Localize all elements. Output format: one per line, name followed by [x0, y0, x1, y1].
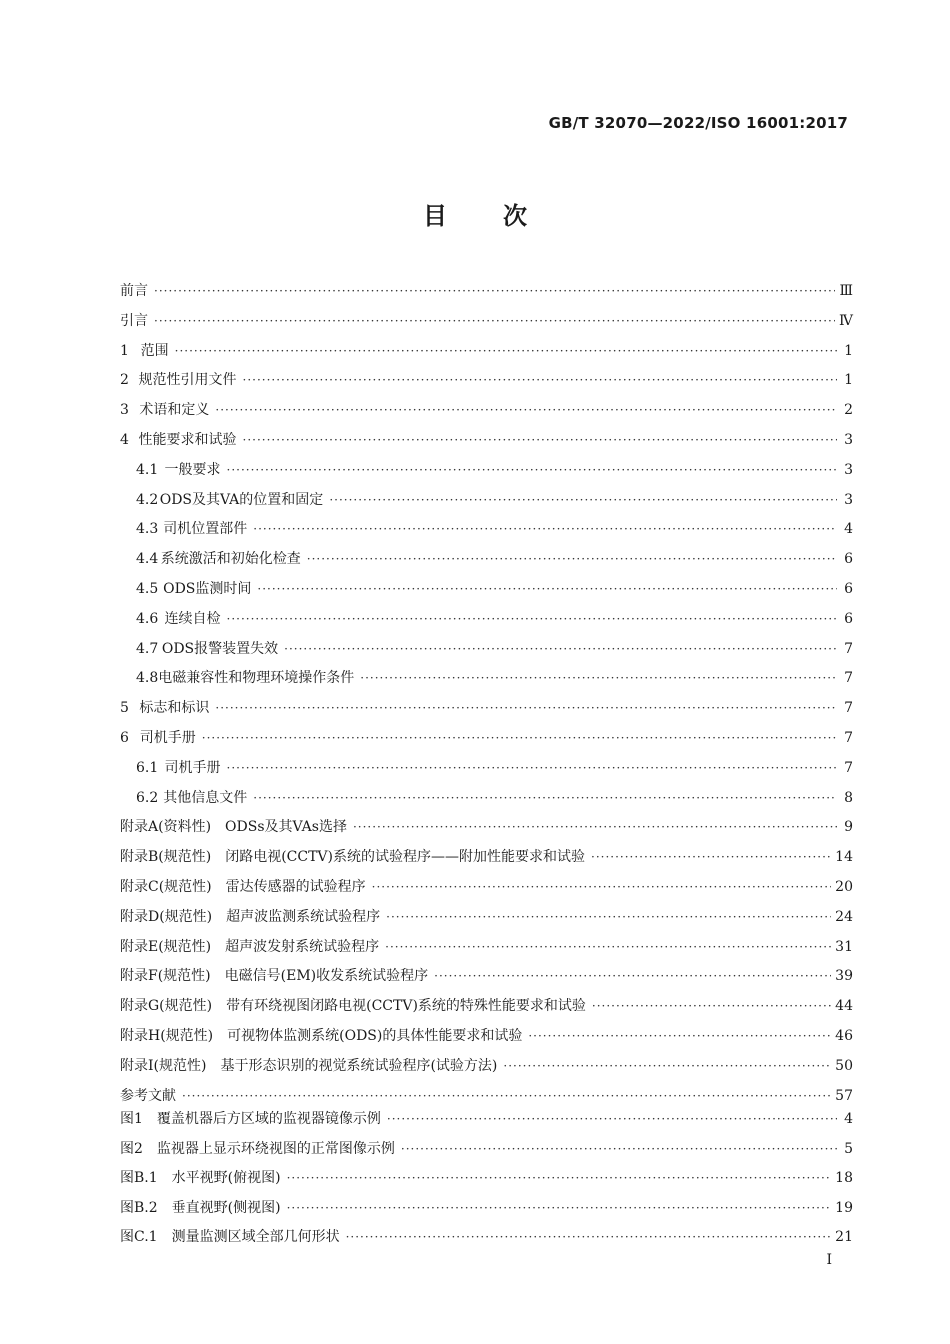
toc-number: 6.1 — [136, 759, 159, 776]
toc-label: 附录E(规范性) 超声波发射系统试验程序 — [120, 938, 380, 955]
toc-page: 14 — [835, 849, 853, 866]
toc-row[interactable] — [120, 426, 853, 456]
dot-leader — [287, 1164, 832, 1194]
toc-row[interactable] — [120, 486, 853, 516]
toc-row[interactable] — [120, 664, 853, 694]
figure-row[interactable] — [120, 1223, 853, 1253]
toc-page: 8 — [844, 789, 853, 806]
toc-number: 4.5 — [136, 580, 159, 597]
toc-page: 9 — [844, 819, 853, 836]
figure-row[interactable] — [120, 1135, 853, 1165]
dot-leader — [202, 724, 837, 754]
toc-number: 2 — [120, 372, 129, 389]
toc-label: 附录B(规范性) 闭路电视(CCTV)系统的试验程序——附加性能要求和试验 — [120, 849, 586, 866]
toc-page: 6 — [844, 610, 853, 627]
table-of-contents — [120, 277, 853, 1111]
figure-label: 监视器上显示环绕视图的正常图像示例 — [156, 1140, 395, 1157]
dot-leader — [307, 545, 837, 575]
figure-number: 图1 — [120, 1111, 143, 1127]
toc-page: 6 — [844, 580, 853, 597]
figure-row[interactable] — [120, 1105, 853, 1135]
toc-row[interactable] — [120, 396, 853, 426]
page-title — [0, 196, 950, 231]
toc-page: 6 — [844, 551, 853, 568]
figure-page: 19 — [835, 1199, 853, 1216]
toc-page: 7 — [844, 700, 853, 717]
toc-label: 一般要求 — [164, 461, 221, 478]
dot-leader — [387, 1105, 837, 1135]
figure-label: 覆盖机器后方区域的监视器镜像示例 — [156, 1111, 381, 1127]
figure-number: 图C.1 — [120, 1229, 158, 1246]
dot-leader — [227, 754, 837, 784]
toc-page: 1 — [844, 342, 853, 359]
toc-number: 4 — [120, 431, 129, 448]
toc-label: 司机位置部件 — [163, 521, 248, 538]
figure-page: 18 — [835, 1170, 853, 1187]
toc-page: 46 — [835, 1027, 853, 1044]
toc-row[interactable] — [120, 307, 853, 337]
toc-label: 术语和定义 — [139, 402, 210, 419]
toc-row[interactable] — [120, 605, 853, 635]
toc-row[interactable] — [120, 456, 853, 486]
figure-number: 图B.1 — [120, 1170, 158, 1187]
dot-leader — [257, 575, 837, 605]
toc-page: 31 — [835, 938, 853, 955]
toc-row[interactable] — [120, 754, 853, 784]
toc-label: ODS及其VA的位置和固定 — [159, 491, 324, 508]
toc-page: 20 — [835, 878, 853, 895]
dot-leader — [284, 635, 837, 665]
toc-page: 7 — [844, 670, 853, 687]
toc-row[interactable] — [120, 724, 853, 754]
toc-label: 标志和标识 — [139, 700, 210, 717]
figure-page: 21 — [835, 1229, 853, 1246]
toc-label: 引言 — [120, 312, 148, 329]
toc-label: 参考文献 — [120, 1087, 176, 1104]
figure-row[interactable] — [120, 1164, 853, 1194]
figure-list — [120, 1105, 853, 1253]
toc-row[interactable] — [120, 962, 853, 992]
dot-leader — [503, 1052, 831, 1082]
toc-number: 4.2 — [136, 491, 159, 508]
toc-label: 电磁兼容性和物理环境操作条件 — [158, 670, 355, 687]
figure-label: 测量监测区域全部几何形状 — [171, 1229, 340, 1246]
toc-number: 4.3 — [136, 521, 159, 538]
dot-leader — [253, 515, 837, 545]
toc-row[interactable] — [120, 843, 853, 873]
toc-page: 2 — [844, 402, 853, 419]
toc-row[interactable] — [120, 575, 853, 605]
toc-number: 3 — [120, 402, 129, 419]
toc-number: 4.4 — [136, 551, 159, 568]
toc-row[interactable] — [120, 813, 853, 843]
title-char-2: 次 — [503, 201, 527, 230]
toc-row[interactable] — [120, 277, 853, 307]
toc-page: 7 — [844, 729, 853, 746]
toc-row[interactable] — [120, 635, 853, 665]
toc-page: 39 — [835, 968, 853, 985]
toc-page: 4 — [844, 521, 853, 538]
toc-page: 57 — [835, 1087, 853, 1104]
dot-leader — [287, 1194, 832, 1224]
toc-label: 附录A(资料性) ODSs及其VAs选择 — [120, 819, 347, 836]
document-code: GB/T 32070—2022/ISO 16001:2017 — [548, 114, 848, 132]
toc-page: 1 — [844, 372, 853, 389]
dot-leader — [329, 486, 837, 516]
toc-page: 3 — [844, 461, 853, 478]
dot-leader — [175, 337, 837, 367]
dot-leader — [346, 1223, 832, 1253]
toc-label: 其他信息文件 — [163, 789, 248, 806]
toc-label: 附录D(规范性) 超声波监测系统试验程序 — [120, 908, 381, 925]
figure-label: 水平视野(俯视图) — [171, 1170, 281, 1187]
toc-label: 规范性引用文件 — [138, 372, 237, 389]
toc-row[interactable] — [120, 366, 853, 396]
figure-page: 5 — [844, 1140, 853, 1157]
dot-leader — [591, 843, 831, 873]
dot-leader — [592, 992, 831, 1022]
dot-leader — [154, 277, 835, 307]
dot-leader — [434, 962, 831, 992]
figure-page: 4 — [844, 1111, 853, 1127]
toc-row[interactable] — [120, 545, 853, 575]
toc-number: 5 — [120, 700, 129, 717]
dot-leader — [386, 903, 831, 933]
dot-leader — [528, 1022, 831, 1052]
toc-page: 3 — [844, 491, 853, 508]
toc-label: 附录I(规范性) 基于形态识别的视觉系统试验程序(试验方法) — [120, 1057, 498, 1074]
toc-label: 系统激活和初始化检查 — [160, 551, 301, 568]
toc-row[interactable] — [120, 933, 853, 963]
toc-label: 范围 — [140, 342, 169, 359]
toc-number: 6 — [120, 729, 129, 746]
toc-label: 司机手册 — [139, 729, 196, 746]
toc-number: 6.2 — [136, 789, 159, 806]
dot-leader — [227, 605, 837, 635]
dot-leader — [243, 426, 837, 456]
toc-label: 附录H(规范性) 可视物体监测系统(ODS)的具体性能要求和试验 — [120, 1027, 523, 1044]
toc-row[interactable] — [120, 1022, 853, 1052]
dot-leader — [243, 366, 837, 396]
title-char-1: 目 — [423, 201, 447, 230]
dot-leader — [385, 933, 831, 963]
toc-label: 前言 — [120, 283, 148, 299]
toc-page: 50 — [835, 1057, 853, 1074]
toc-number: 4.6 — [136, 610, 159, 627]
dot-leader — [215, 694, 837, 724]
toc-row[interactable] — [120, 337, 853, 367]
dot-leader — [227, 456, 837, 486]
dot-leader — [154, 307, 835, 337]
dot-leader — [353, 813, 837, 843]
toc-page: Ⅳ — [839, 312, 853, 329]
figure-number: 图B.2 — [120, 1199, 158, 1216]
toc-label: ODS监测时间 — [163, 580, 252, 597]
toc-label: 司机手册 — [164, 759, 221, 776]
toc-number: 4.8 — [136, 670, 159, 687]
toc-page: 7 — [844, 640, 853, 657]
toc-row[interactable] — [120, 873, 853, 903]
figure-number: 图2 — [120, 1140, 143, 1157]
dot-leader — [215, 396, 837, 426]
toc-label: 连续自检 — [164, 610, 221, 627]
toc-row[interactable] — [120, 694, 853, 724]
toc-page: 3 — [844, 431, 853, 448]
footer-page-number: I — [826, 1252, 832, 1268]
figure-row[interactable] — [120, 1194, 853, 1224]
toc-row[interactable] — [120, 1052, 853, 1082]
toc-number: 4.7 — [136, 640, 159, 657]
toc-label: 附录F(规范性) 电磁信号(EM)收发系统试验程序 — [120, 968, 429, 985]
toc-label: 性能要求和试验 — [138, 431, 237, 448]
toc-page: Ⅲ — [839, 283, 853, 299]
toc-number: 4.1 — [136, 461, 159, 478]
dot-leader — [253, 784, 837, 814]
toc-label: 附录G(规范性) 带有环绕视图闭路电视(CCTV)系统的特殊性能要求和试验 — [120, 998, 586, 1015]
toc-row[interactable] — [120, 903, 853, 933]
toc-page: 44 — [835, 998, 853, 1015]
toc-row[interactable] — [120, 784, 853, 814]
toc-label: ODS报警装置失效 — [161, 640, 279, 657]
toc-row[interactable] — [120, 992, 853, 1022]
dot-leader — [372, 873, 832, 903]
dot-leader — [401, 1135, 837, 1165]
toc-label: 附录C(规范性) 雷达传感器的试验程序 — [120, 878, 366, 895]
toc-number: 1 — [120, 342, 129, 359]
toc-page: 7 — [844, 759, 853, 776]
toc-row[interactable] — [120, 515, 853, 545]
toc-page: 24 — [835, 908, 853, 925]
figure-label: 垂直视野(侧视图) — [171, 1199, 281, 1216]
dot-leader — [360, 664, 837, 694]
